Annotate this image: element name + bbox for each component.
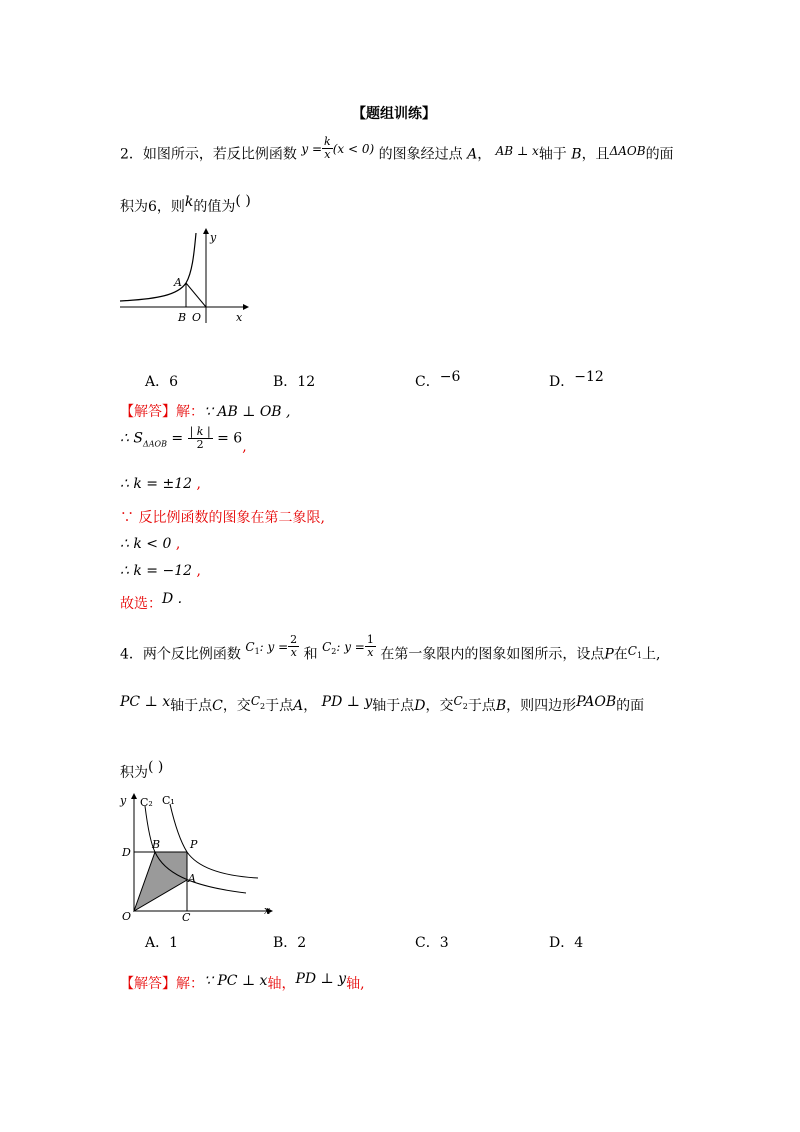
label-c: C <box>182 911 191 922</box>
question-2-line1: 2．如图所示，若反比例函数 y = $\frac{k}{x}$ (x < 0) 的图象经过点 A， AB ⊥ x轴于 B，且ΔAOB的面 <box>120 135 674 163</box>
formula-fraction: $\frac{k}{x}$ <box>324 135 331 161</box>
solution-2-line2: ∴ $S_{\Delta AOB}$ = $\frac{| k |}{2}$ = 6, <box>120 425 247 455</box>
option-d[interactable]: D．4 <box>549 935 584 951</box>
label-c2: C₂ <box>140 796 153 809</box>
option-b[interactable]: B．12 <box>273 374 316 390</box>
label-p: P <box>190 838 198 851</box>
point-a: A <box>467 146 478 163</box>
solution-2-line1: 【解答】解：∵ AB ⊥ OB , <box>120 404 291 420</box>
label-d: D <box>122 846 131 859</box>
formula-y: y = <box>301 141 323 156</box>
solution-2-line7: 故选：D . <box>120 591 183 612</box>
label-c1: C₁ <box>162 794 175 807</box>
triangle-aob: ΔAOB <box>609 143 646 158</box>
label-b: B <box>152 838 161 851</box>
label-x: x <box>264 904 271 917</box>
option-c[interactable]: C．−6 <box>415 369 461 390</box>
question-2-figure <box>118 225 253 325</box>
option-a[interactable]: A．6 <box>145 374 179 390</box>
question-4-line3: 积为( ) <box>120 759 164 781</box>
segment-ao <box>186 283 206 307</box>
perpendicular-ab: AB ⊥ x <box>495 143 539 158</box>
label-o: O <box>192 311 202 324</box>
label-a: A <box>188 872 196 885</box>
question-text: 如图所示，若反比例函数 <box>142 146 297 163</box>
label-y: y <box>210 231 217 244</box>
question-4-line1: 4．两个反比例函数 $C_1$: y = $\frac{2}{x}$ 和 $C_2$: y = $\frac{1}{x}$ 在第一象限内的图象如图所示，设点P在$C_1$上, <box>120 633 661 663</box>
solution-2-line4: ∵ 反比例函数的图象在第二象限, <box>120 510 325 526</box>
solution-2-line6: ∴ k = −12 , <box>120 563 201 579</box>
solution-4-line1: 【解答】解：∵ PC ⊥ x轴，PD ⊥ y轴, <box>120 971 365 992</box>
option-c[interactable]: C．3 <box>415 935 449 951</box>
formula-condition: (x < 0) <box>332 141 375 156</box>
abs-k-fraction: $\frac{| k |}{2}$ <box>189 425 211 451</box>
label-y: y <box>120 794 127 807</box>
hyperbola-curve <box>120 233 196 301</box>
option-b[interactable]: B．2 <box>273 935 307 951</box>
question-4-figure <box>118 790 278 922</box>
solution-tag: 【解答】 <box>120 404 176 420</box>
label-b: B <box>178 311 187 324</box>
question-number: 2． <box>120 146 143 163</box>
option-a[interactable]: A．1 <box>145 935 179 951</box>
solution-2-line3: ∴ k = ±12 , <box>120 476 201 492</box>
question-4-line2: PC ⊥ x轴于点C，交$C_2$于点A， PD ⊥ y轴于点D，交$C_2$于点B，则四边形PAOB的面 <box>120 694 645 714</box>
solution-2-line5: ∴ k < 0 , <box>120 536 181 552</box>
option-d[interactable]: D．−12 <box>549 369 604 390</box>
label-o: O <box>122 910 132 922</box>
section-title: 【题组训练】 <box>352 106 436 122</box>
point-b: B <box>571 146 582 163</box>
label-x: x <box>236 311 243 324</box>
label-a: A <box>174 276 182 289</box>
question-2-line2: 积为6，则k的值为( ) <box>120 193 251 215</box>
